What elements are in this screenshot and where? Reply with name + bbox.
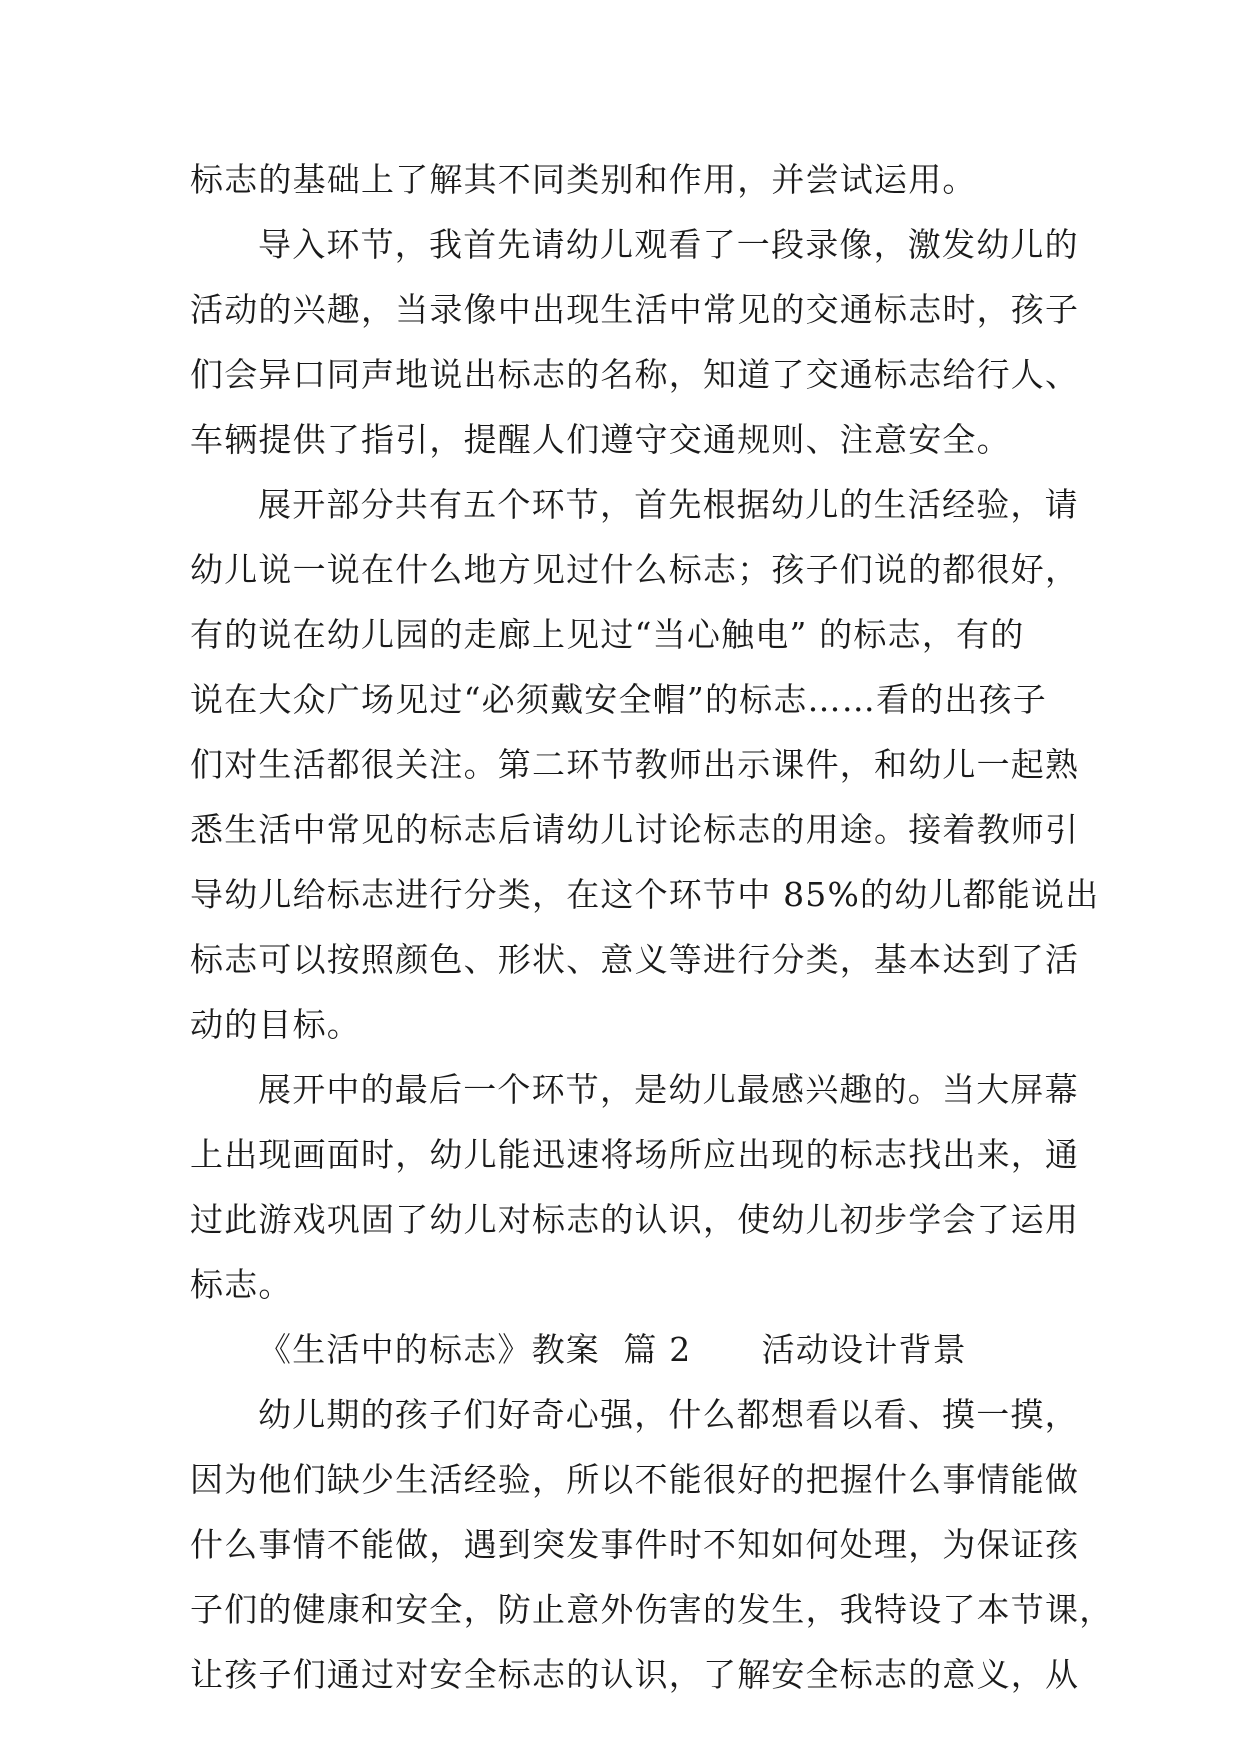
text-line: 车辆提供了指引，提醒人们遵守交通规则、注意安全。 — [190, 420, 1011, 459]
text-line: 有的说在幼儿园的走廊上见过“当心触电” 的标志，有的 — [190, 615, 1025, 654]
text-line: 上出现画面时，幼儿能迅速将场所应出现的标志找出来，通 — [190, 1135, 1080, 1174]
text-line: 过此游戏巩固了幼儿对标志的认识，使幼儿初步学会了运用 — [190, 1200, 1080, 1239]
text-line: 子们的健康和安全，防止意外伤害的发生，我特设了本节课， — [190, 1590, 1114, 1629]
text-line: 说在大众广场见过“必须戴安全帽”的标志……看的出孩子 — [190, 680, 1047, 719]
text-line: 展开部分共有五个环节，首先根据幼儿的生活经验，请 — [258, 485, 1079, 524]
text-line: 们对生活都很关注。第二环节教师出示课件，和幼儿一起熟 — [190, 745, 1080, 784]
text-line: 标志可以按照颜色、形状、意义等进行分类，基本达到了活 — [190, 940, 1080, 979]
text-line: 们会异口同声地说出标志的名称，知道了交通标志给行人、 — [190, 355, 1080, 394]
text-line: 幼儿说一说在什么地方见过什么标志；孩子们说的都很好， — [190, 550, 1080, 589]
text-line: 展开中的最后一个环节，是幼儿最感兴趣的。当大屏幕 — [258, 1070, 1079, 1109]
section-heading: 《生活中的标志》教案 篇 2 活动设计背景 — [258, 1330, 967, 1369]
text-line: 动的目标。 — [190, 1005, 361, 1044]
text-line: 导入环节，我首先请幼儿观看了一段录像，激发幼儿的 — [258, 225, 1079, 264]
text-line: 导幼儿给标志进行分类，在这个环节中 85%的幼儿都能说出 — [190, 875, 1100, 914]
text-line: 活动的兴趣，当录像中出现生活中常见的交通标志时，孩子 — [190, 290, 1080, 329]
text-line: 悉生活中常见的标志后请幼儿讨论标志的用途。接着教师引 — [190, 810, 1080, 849]
text-line: 因为他们缺少生活经验，所以不能很好的把握什么事情能做 — [190, 1460, 1080, 1499]
text-line: 标志。 — [190, 1265, 293, 1304]
text-line: 标志的基础上了解其不同类别和作用，并尝试运用。 — [190, 160, 977, 199]
text-line: 让孩子们通过对安全标志的认识，了解安全标志的意义，从 — [190, 1655, 1080, 1694]
text-line: 什么事情不能做，遇到突发事件时不知如何处理，为保证孩 — [190, 1525, 1080, 1564]
text-line: 幼儿期的孩子们好奇心强，什么都想看以看、摸一摸， — [258, 1395, 1079, 1434]
